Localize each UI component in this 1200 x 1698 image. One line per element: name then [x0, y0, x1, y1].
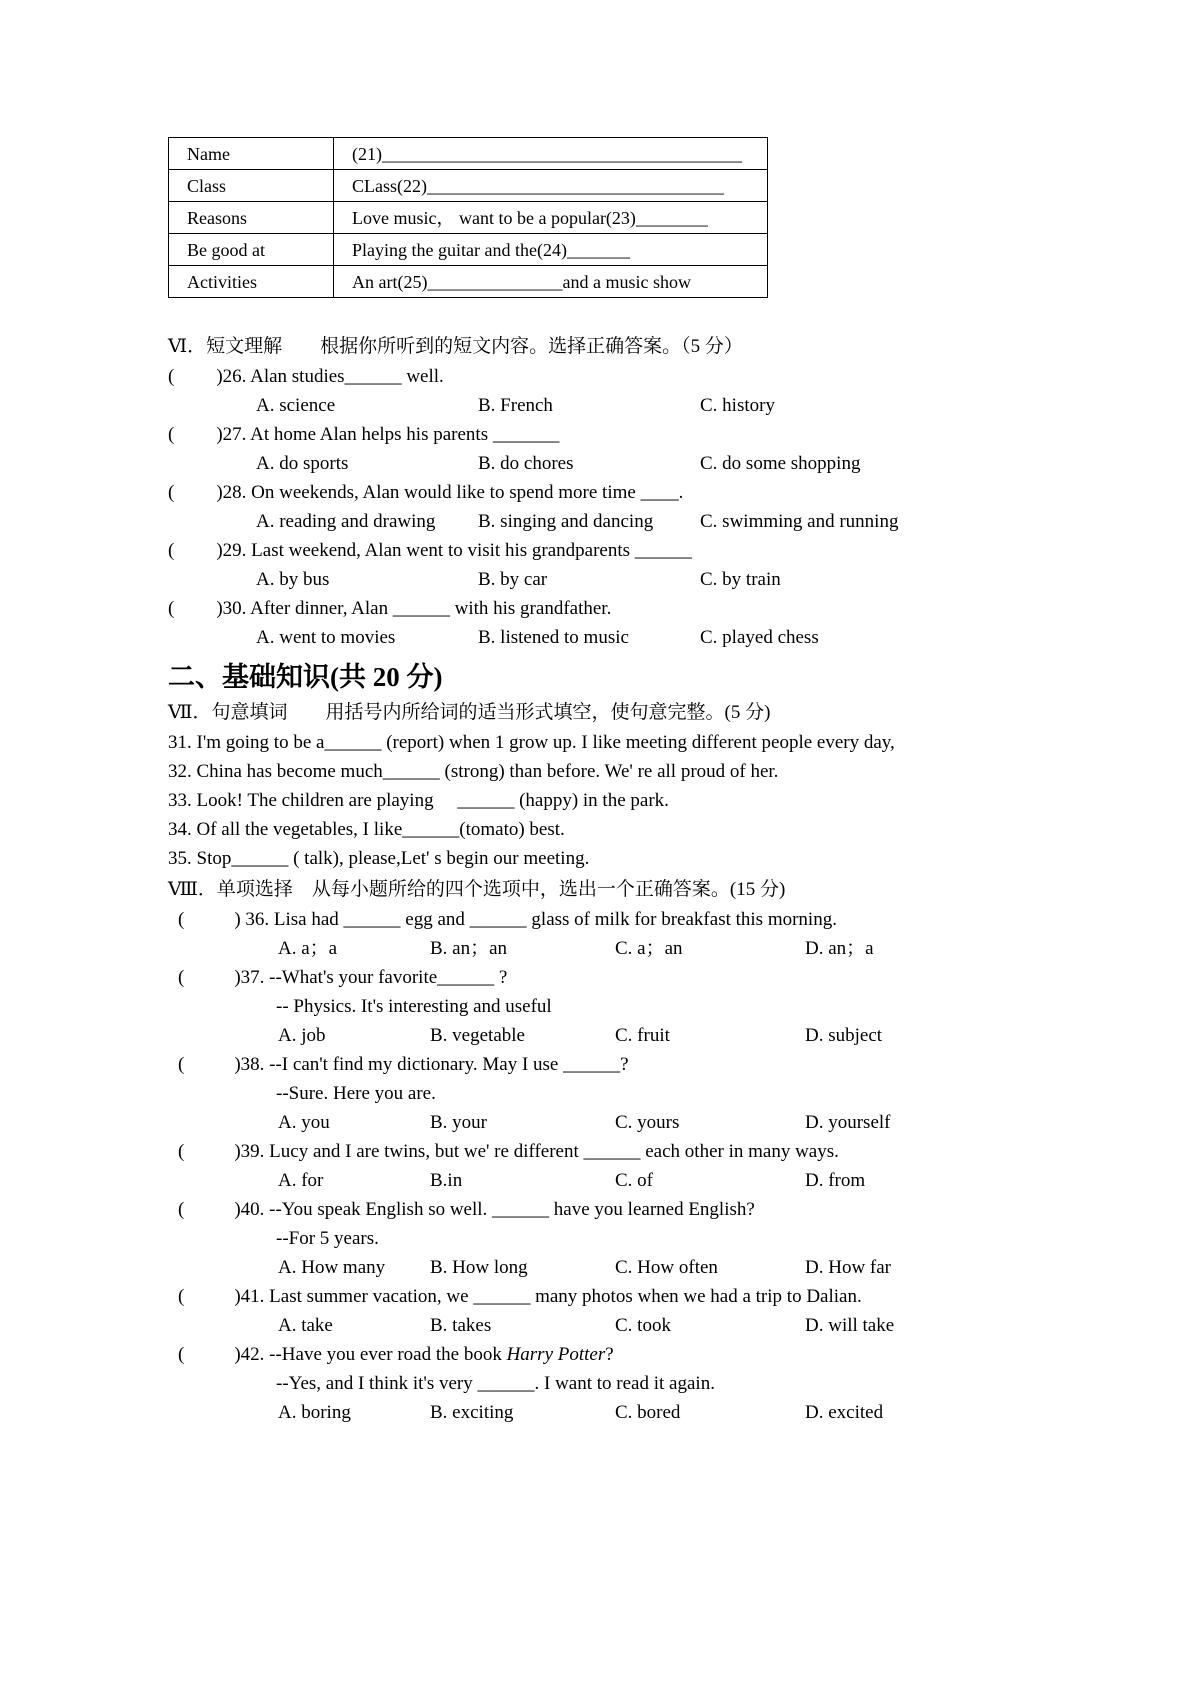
- question-text: )27. At home Alan helps his parents _______: [216, 424, 560, 445]
- option-b: B. listened to music: [478, 627, 629, 648]
- option-a: A. take: [278, 1315, 333, 1336]
- question-33: 33. Look! The children are playing ______ (happy) in the park.: [168, 790, 669, 811]
- answer-paren: (: [178, 1054, 185, 1075]
- option-b: B. How long: [430, 1257, 528, 1278]
- question-text: )29. Last weekend, Alan went to visit his grandparents ______: [216, 540, 692, 561]
- question-text: )39. Lucy and I are twins, but we' re different ______ each other in many ways.: [234, 1141, 839, 1162]
- option-b: B. singing and dancing: [478, 511, 654, 532]
- question-37: [168, 963, 1048, 992]
- answer-paren: (: [178, 1344, 185, 1365]
- options-39: [168, 1166, 1048, 1195]
- table-row: [169, 234, 768, 266]
- option-b: B. do chores: [478, 453, 574, 474]
- table-row: [169, 170, 768, 202]
- book-title: Harry Potter: [506, 1344, 606, 1365]
- question-42-subline: --Yes, and I think it's very ______. I want to read it again.: [276, 1373, 715, 1394]
- answer-paren: (: [178, 1286, 185, 1307]
- option-a: A. by bus: [256, 569, 330, 590]
- question-text: ) 36. Lisa had ______ egg and ______ glass of milk for breakfast this morning.: [234, 909, 837, 930]
- section-6-heading: Ⅵ．短文理解 根据你所听到的短文内容。选择正确答案。（5 分）: [168, 336, 743, 357]
- answer-paren: (: [168, 366, 175, 387]
- row-value: Love music， want to be a popular(23)________: [334, 202, 768, 234]
- answer-paren: (: [178, 1199, 185, 1220]
- option-c: C. swimming and running: [700, 511, 899, 532]
- question-32: 32. China has become much______ (strong) than before. We' re all proud of her.: [168, 761, 779, 782]
- listening-form-table: [168, 137, 768, 298]
- question-26: [168, 362, 1048, 391]
- question-42: [168, 1340, 1048, 1369]
- options-42: [168, 1398, 1048, 1427]
- question-40-subline: --For 5 years.: [276, 1228, 379, 1249]
- question-39: [168, 1137, 1048, 1166]
- option-a: A. for: [278, 1170, 324, 1191]
- question-29: [168, 536, 1048, 565]
- question-text-before: )42. --Have you ever road the book: [234, 1344, 507, 1365]
- question-31: 31. I'm going to be a______ (report) when 1 grow up. I like meeting different people every day,: [168, 732, 895, 753]
- part-2-heading: 二、基础知识(共 20 分): [168, 662, 443, 692]
- option-c: C. played chess: [700, 627, 819, 648]
- option-c: C. bored: [615, 1402, 681, 1423]
- question-text-after: ?: [605, 1344, 614, 1365]
- question-35: 35. Stop______ ( talk), please,Let' s begin our meeting.: [168, 848, 590, 869]
- option-a: A. boring: [278, 1402, 351, 1423]
- question-40: [168, 1195, 1048, 1224]
- option-c: C. of: [615, 1170, 653, 1191]
- options-30: [168, 623, 1048, 652]
- option-c: C. yours: [615, 1112, 680, 1133]
- option-b: B. vegetable: [430, 1025, 525, 1046]
- question-34: 34. Of all the vegetables, I like______(tomato) best.: [168, 819, 565, 840]
- row-value: Playing the guitar and the(24)_______: [334, 234, 768, 266]
- option-b: B.in: [430, 1170, 463, 1191]
- page-content: [168, 137, 1048, 1427]
- option-c: C. do some shopping: [700, 453, 861, 474]
- question-text: [234, 1344, 613, 1365]
- option-a: A. job: [278, 1025, 326, 1046]
- question-text: )26. Alan studies______ well.: [216, 366, 444, 387]
- question-text: )41. Last summer vacation, we ______ many photos when we had a trip to Dalian.: [234, 1286, 862, 1307]
- table-row: [169, 202, 768, 234]
- option-a: A. went to movies: [256, 627, 396, 648]
- option-c: C. by train: [700, 569, 781, 590]
- option-b: B. French: [478, 395, 553, 416]
- option-c: C. a；an: [615, 938, 683, 959]
- option-a: A. How many: [278, 1257, 386, 1278]
- question-37-subline: -- Physics. It's interesting and useful: [276, 996, 552, 1017]
- option-a: A. do sports: [256, 453, 349, 474]
- option-b: B. takes: [430, 1315, 492, 1336]
- option-d: D. an；a: [805, 938, 874, 959]
- question-text: )30. After dinner, Alan ______ with his grandfather.: [216, 598, 612, 619]
- options-38: [168, 1108, 1048, 1137]
- table-row: [169, 138, 768, 170]
- answer-paren: (: [168, 540, 175, 561]
- answer-paren: (: [178, 967, 185, 988]
- options-26: [168, 391, 1048, 420]
- row-label: Name: [169, 138, 334, 170]
- options-41: [168, 1311, 1048, 1340]
- section-8-heading: Ⅷ．单项选择 从每小题所给的四个选项中，选出一个正确答案。(15 分): [168, 879, 786, 900]
- options-28: [168, 507, 1048, 536]
- question-27: [168, 420, 1048, 449]
- question-28: [168, 478, 1048, 507]
- question-38: [168, 1050, 1048, 1079]
- answer-paren: (: [168, 482, 175, 503]
- question-text: )40. --You speak English so well. ______ have you learned English?: [234, 1199, 755, 1220]
- option-c: C. How often: [615, 1257, 718, 1278]
- question-41: [168, 1282, 1048, 1311]
- question-38-subline: --Sure. Here you are.: [276, 1083, 436, 1104]
- option-b: B. your: [430, 1112, 487, 1133]
- option-b: B. an；an: [430, 938, 508, 959]
- option-d: D. will take: [805, 1315, 895, 1336]
- options-40: [168, 1253, 1048, 1282]
- answer-paren: (: [178, 1141, 185, 1162]
- answer-paren: (: [178, 909, 185, 930]
- options-29: [168, 565, 1048, 594]
- table-row: [169, 266, 768, 298]
- option-b: B. by car: [478, 569, 548, 590]
- section-7-heading: Ⅶ．句意填词 用括号内所给词的适当形式填空，使句意完整。(5 分): [168, 702, 771, 723]
- option-d: D. excited: [805, 1402, 884, 1423]
- options-37: [168, 1021, 1048, 1050]
- option-d: D. subject: [805, 1025, 883, 1046]
- row-label: Be good at: [169, 234, 334, 266]
- row-value: An art(25)_______________and a music show: [334, 266, 768, 298]
- row-label: Activities: [169, 266, 334, 298]
- option-d: D. yourself: [805, 1112, 891, 1133]
- option-d: D. How far: [805, 1257, 892, 1278]
- option-b: B. exciting: [430, 1402, 514, 1423]
- option-c: C. fruit: [615, 1025, 670, 1046]
- question-text: )38. --I can't find my dictionary. May I use ______?: [234, 1054, 629, 1075]
- option-c: C. took: [615, 1315, 671, 1336]
- row-value: (21)________________________________________: [334, 138, 768, 170]
- option-c: C. history: [700, 395, 775, 416]
- option-a: A. reading and drawing: [256, 511, 436, 532]
- option-a: A. science: [256, 395, 336, 416]
- row-value: CLass(22)_________________________________: [334, 170, 768, 202]
- option-d: D. from: [805, 1170, 866, 1191]
- question-text: )37. --What's your favorite______ ?: [234, 967, 508, 988]
- question-30: [168, 594, 1048, 623]
- question-text: )28. On weekends, Alan would like to spend more time ____.: [216, 482, 684, 503]
- answer-paren: (: [168, 598, 175, 619]
- options-27: [168, 449, 1048, 478]
- options-36: [168, 934, 1048, 963]
- answer-paren: (: [168, 424, 175, 445]
- option-a: A. you: [278, 1112, 330, 1133]
- question-36: [168, 905, 1048, 934]
- option-a: A. a；a: [278, 938, 338, 959]
- row-label: Reasons: [169, 202, 334, 234]
- row-label: Class: [169, 170, 334, 202]
